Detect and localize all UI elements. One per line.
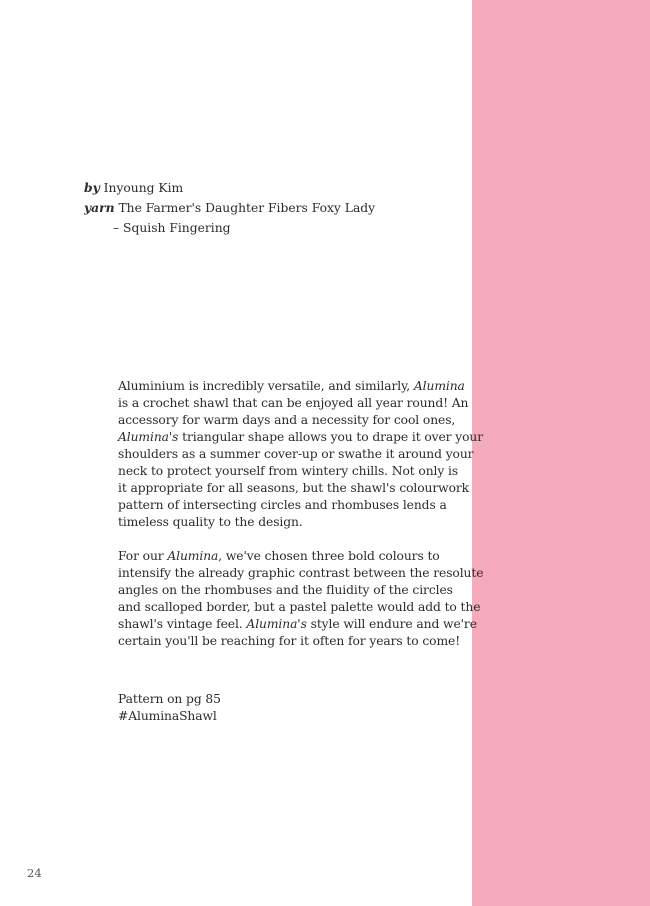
title-italic: Alumina — [413, 379, 465, 393]
by-label: by — [84, 180, 100, 195]
text-segment: accessory for warm days and a necessity for cool ones, — [118, 413, 456, 427]
page-number: 24 — [27, 866, 42, 880]
text-line — [118, 446, 474, 463]
yarn-name-line1: The Farmer's Daughter Fibers Foxy Lady — [118, 201, 376, 215]
text-segment: Aluminium is incredibly versatile, and similarly, — [118, 379, 414, 393]
paragraph-2 — [118, 548, 484, 650]
text-line — [118, 565, 484, 582]
article-body — [118, 378, 484, 725]
title-italic: Alumina's — [246, 617, 307, 631]
yarn-credit — [84, 198, 464, 218]
yarn-name-line2: – Squish Fingering — [113, 221, 231, 235]
text-line — [118, 582, 453, 599]
yarn-label: yarn — [84, 200, 115, 215]
text-segment: For our — [118, 549, 168, 563]
text-line — [118, 548, 448, 565]
text-segment: intensify the already graphic contrast between the resolute — [118, 566, 484, 580]
text-segment: certain you'll be reaching for it often for years to come! — [118, 634, 461, 648]
text-line — [118, 480, 470, 497]
title-italic: Alumina's — [118, 430, 179, 444]
text-segment: shoulders as a summer cover-up or swathe it around your — [118, 447, 474, 461]
text-segment: neck to protect yourself from wintery chills. Not only is — [118, 464, 459, 478]
designer-name: Inyoung Kim — [103, 181, 184, 195]
text-segment: is a crochet shawl that can be enjoyed all year round! An — [118, 396, 469, 410]
text-line — [118, 395, 469, 412]
text-segment: timeless quality to the design. — [118, 515, 303, 529]
text-line — [118, 497, 448, 514]
pattern-credits — [84, 178, 464, 238]
text-segment: , we've chosen three bold colours to — [218, 549, 440, 563]
text-line — [118, 599, 481, 616]
text-segment: it appropriate for all seasons, but the shawl's colourwork — [118, 481, 470, 495]
text-line — [118, 616, 477, 633]
paragraph-1 — [118, 378, 484, 531]
text-line — [118, 378, 465, 395]
pattern-reference: Pattern on pg 85 — [118, 692, 221, 706]
text-segment: shawl's vintage feel. — [118, 617, 247, 631]
hashtag: #AluminaShawl — [118, 709, 217, 723]
text-line — [118, 633, 461, 650]
text-line — [118, 514, 448, 531]
text-segment: angles on the rhombuses and the fluidity of the circles — [118, 583, 453, 597]
text-segment: pattern of intersecting circles and rhombuses lends a — [118, 498, 447, 512]
text-line — [118, 429, 484, 446]
title-italic: Alumina — [167, 549, 219, 563]
text-segment: style will endure and we're — [306, 617, 477, 631]
text-line — [118, 412, 456, 429]
text-line — [118, 463, 459, 480]
pink-side-band — [472, 0, 650, 906]
designer-credit — [84, 178, 464, 198]
text-segment: triangular shape allows you to drape it over your — [178, 430, 484, 444]
text-segment: and scalloped border, but a pastel palette would add to the — [118, 600, 481, 614]
